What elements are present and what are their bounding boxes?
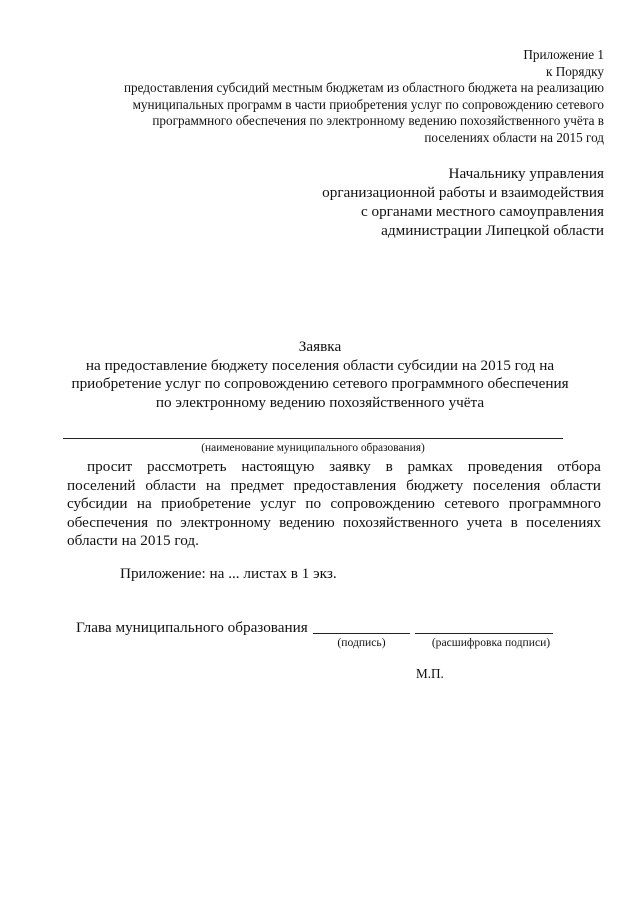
application-title: Заявка (298, 338, 342, 355)
application-subtitle-2: приобретение услуг по сопровождению сетевого программного обеспечения (71, 375, 569, 393)
addressee-line-2: организационной работы и взаимодействия (322, 184, 604, 201)
signature-decryption-field[interactable] (415, 633, 553, 634)
body-line-5: области на 2015 год. (67, 532, 199, 549)
signature-caption: (подпись) (337, 636, 386, 649)
appendix-line-2: муниципальных программ в части приобретения услуг по сопровождению сетевого (132, 96, 604, 112)
body-line-4: обеспечения по электронному ведению похозяйственного учета в поселениях (67, 513, 601, 531)
application-subtitle-3: по электронному ведению похозяйственного учёта (155, 394, 485, 412)
addressee-line-1: Начальнику управления (448, 165, 604, 182)
appendix-line-1: предоставления субсидий местным бюджетам из областного бюджета на реализацию (123, 80, 604, 96)
appendix-header (64, 47, 604, 147)
appendix-line-4: поселениях области на 2015 год (424, 129, 604, 145)
body-line-2: поселений области на предмет предоставления бюджету поселения области (67, 476, 601, 494)
addressee-line-3: с органами местного самоуправления (360, 203, 604, 220)
body-line-3: субсидии на приобретение услуг по сопровождению сетевого программного (67, 495, 601, 512)
municipality-name-field[interactable] (63, 438, 563, 439)
body-line-1: просит рассмотреть настоящую заявку в рамках проведения отбора (87, 458, 601, 475)
head-of-municipality-label: Глава муниципального образования (76, 619, 308, 636)
appendix-to-order: к Порядку (545, 63, 604, 79)
application-title-block (20, 338, 620, 413)
stamp-placeholder: М.П. (416, 666, 444, 681)
appendix-label: Приложение 1 (523, 47, 604, 62)
signature-field[interactable] (313, 633, 410, 634)
attachment-note: Приложение: на ... листах в 1 экз. (120, 565, 337, 582)
signature-decryption-caption: (расшифровка подписи) (431, 636, 551, 649)
municipality-caption: (наименование муниципального образования) (201, 442, 425, 454)
addressee-block (184, 164, 604, 240)
appendix-line-3: программного обеспечения по электронному ведению похозяйственного учёта в (152, 113, 604, 129)
addressee-line-4: администрации Липецкой области (381, 222, 604, 239)
request-body (67, 458, 601, 551)
application-subtitle-1: на предоставление бюджету поселения области субсидии на 2015 год на (85, 356, 555, 374)
